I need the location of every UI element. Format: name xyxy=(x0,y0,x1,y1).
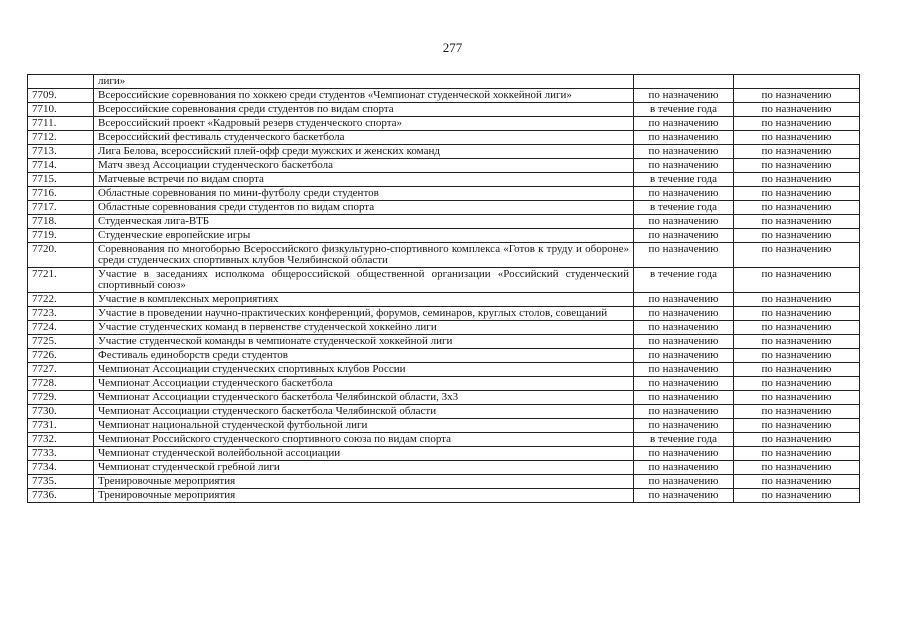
events-table xyxy=(27,74,860,503)
responsible-cell: по назначению xyxy=(734,173,860,187)
table-row xyxy=(28,405,860,419)
table-row xyxy=(28,187,860,201)
table-row xyxy=(28,363,860,377)
event-name-cell: лиги» xyxy=(94,75,634,89)
table-row xyxy=(28,117,860,131)
row-number-cell: 7717. xyxy=(28,201,94,215)
event-name-cell: Участие в заседаниях исполкома общероссийской общественной организации «Российский студенческий спортивный союз» xyxy=(94,268,634,293)
responsible-cell: по назначению xyxy=(734,293,860,307)
event-name-cell: Матчевые встречи по видам спорта xyxy=(94,173,634,187)
term-cell: в течение года xyxy=(634,201,734,215)
event-name-cell: Матч звезд Ассоциации студенческого баскетбола xyxy=(94,159,634,173)
responsible-cell: по назначению xyxy=(734,447,860,461)
row-number-cell: 7729. xyxy=(28,391,94,405)
table-row xyxy=(28,229,860,243)
term-cell: по назначению xyxy=(634,131,734,145)
row-number-cell: 7720. xyxy=(28,243,94,268)
event-name-cell: Всероссийский проект «Кадровый резерв студенческого спорта» xyxy=(94,117,634,131)
event-name-cell: Студенческая лига-ВТБ xyxy=(94,215,634,229)
event-name-cell: Чемпионат студенческой волейбольной ассоциации xyxy=(94,447,634,461)
table-row xyxy=(28,293,860,307)
term-cell: по назначению xyxy=(634,187,734,201)
row-number-cell: 7730. xyxy=(28,405,94,419)
table-row xyxy=(28,433,860,447)
event-name-cell: Участие студенческой команды в чемпионате студенческой хоккейной лиги xyxy=(94,335,634,349)
responsible-cell: по назначению xyxy=(734,229,860,243)
event-name-cell: Участие в комплексных мероприятиях xyxy=(94,293,634,307)
responsible-cell: по назначению xyxy=(734,187,860,201)
table-row xyxy=(28,173,860,187)
event-name-cell: Всероссийские соревнования среди студентов по видам спорта xyxy=(94,103,634,117)
term-cell: по назначению xyxy=(634,461,734,475)
table-row xyxy=(28,321,860,335)
event-name-cell: Чемпионат Ассоциации студенческого баскетбола Челябинской области, 3х3 xyxy=(94,391,634,405)
responsible-cell: по назначению xyxy=(734,349,860,363)
page-number: 277 xyxy=(442,40,463,55)
table-row xyxy=(28,268,860,293)
responsible-cell: по назначению xyxy=(734,391,860,405)
row-number-cell: 7732. xyxy=(28,433,94,447)
table-row xyxy=(28,145,860,159)
row-number-cell: 7723. xyxy=(28,307,94,321)
row-number-cell: 7713. xyxy=(28,145,94,159)
term-cell: по назначению xyxy=(634,229,734,243)
table-row xyxy=(28,131,860,145)
term-cell: по назначению xyxy=(634,145,734,159)
row-number-cell xyxy=(28,75,94,89)
event-name-cell: Областные соревнования среди студентов по видам спорта xyxy=(94,201,634,215)
responsible-cell: по назначению xyxy=(734,215,860,229)
responsible-cell: по назначению xyxy=(734,433,860,447)
responsible-cell: по назначению xyxy=(734,307,860,321)
event-name-cell: Всероссийский фестиваль студенческого баскетбола xyxy=(94,131,634,145)
event-name-cell: Всероссийские соревнования по хоккею среди студентов «Чемпионат студенческой хоккейной лиги» xyxy=(94,89,634,103)
responsible-cell: по назначению xyxy=(734,335,860,349)
table-row xyxy=(28,201,860,215)
row-number-cell: 7714. xyxy=(28,159,94,173)
event-name-cell: Чемпионат студенческой гребной лиги xyxy=(94,461,634,475)
row-number-cell: 7721. xyxy=(28,268,94,293)
responsible-cell xyxy=(734,75,860,89)
row-number-cell: 7735. xyxy=(28,475,94,489)
event-name-cell: Студенческие европейские игры xyxy=(94,229,634,243)
term-cell: по назначению xyxy=(634,377,734,391)
event-name-cell: Тренировочные мероприятия xyxy=(94,475,634,489)
responsible-cell: по назначению xyxy=(734,103,860,117)
responsible-cell: по назначению xyxy=(734,145,860,159)
term-cell: по назначению xyxy=(634,307,734,321)
responsible-cell: по назначению xyxy=(734,131,860,145)
term-cell: по назначению xyxy=(634,447,734,461)
event-name-cell: Участие в проведении научно-практических конференций, форумов, семинаров, круглых столов, совещаний xyxy=(94,307,634,321)
term-cell: по назначению xyxy=(634,243,734,268)
term-cell: по назначению xyxy=(634,489,734,503)
row-number-cell: 7716. xyxy=(28,187,94,201)
event-name-cell: Тренировочные мероприятия xyxy=(94,489,634,503)
responsible-cell: по назначению xyxy=(734,405,860,419)
responsible-cell: по назначению xyxy=(734,117,860,131)
table-row xyxy=(28,489,860,503)
row-number-cell: 7724. xyxy=(28,321,94,335)
responsible-cell: по назначению xyxy=(734,201,860,215)
term-cell: по назначению xyxy=(634,405,734,419)
table-row xyxy=(28,377,860,391)
row-number-cell: 7734. xyxy=(28,461,94,475)
row-number-cell: 7725. xyxy=(28,335,94,349)
row-number-cell: 7718. xyxy=(28,215,94,229)
responsible-cell: по назначению xyxy=(734,475,860,489)
term-cell: по назначению xyxy=(634,363,734,377)
events-table-body xyxy=(28,75,860,503)
row-number-cell: 7731. xyxy=(28,419,94,433)
term-cell: по назначению xyxy=(634,89,734,103)
term-cell: по назначению xyxy=(634,419,734,433)
term-cell: по назначению xyxy=(634,335,734,349)
event-name-cell: Областные соревнования по мини-футболу среди студентов xyxy=(94,187,634,201)
table-row xyxy=(28,447,860,461)
responsible-cell: по назначению xyxy=(734,377,860,391)
responsible-cell: по назначению xyxy=(734,268,860,293)
event-name-cell: Чемпионат Российского студенческого спортивного союза по видам спорта xyxy=(94,433,634,447)
term-cell xyxy=(634,75,734,89)
term-cell: по назначению xyxy=(634,475,734,489)
responsible-cell: по назначению xyxy=(734,159,860,173)
term-cell: по назначению xyxy=(634,349,734,363)
row-number-cell: 7726. xyxy=(28,349,94,363)
term-cell: по назначению xyxy=(634,117,734,131)
responsible-cell: по назначению xyxy=(734,321,860,335)
term-cell: по назначению xyxy=(634,321,734,335)
table-row xyxy=(28,215,860,229)
table-row xyxy=(28,307,860,321)
row-number-cell: 7711. xyxy=(28,117,94,131)
event-name-cell: Лига Белова, всероссийский плей-офф среди мужских и женских команд xyxy=(94,145,634,159)
term-cell: в течение года xyxy=(634,433,734,447)
responsible-cell: по назначению xyxy=(734,461,860,475)
row-number-cell: 7736. xyxy=(28,489,94,503)
table-row xyxy=(28,335,860,349)
table-row xyxy=(28,89,860,103)
row-number-cell: 7727. xyxy=(28,363,94,377)
term-cell: по назначению xyxy=(634,293,734,307)
responsible-cell: по назначению xyxy=(734,489,860,503)
event-name-cell: Чемпионат национальной студенческой футбольной лиги xyxy=(94,419,634,433)
table-row xyxy=(28,349,860,363)
term-cell: в течение года xyxy=(634,103,734,117)
term-cell: в течение года xyxy=(634,173,734,187)
responsible-cell: по назначению xyxy=(734,243,860,268)
row-number-cell: 7719. xyxy=(28,229,94,243)
table-row xyxy=(28,461,860,475)
event-name-cell: Чемпионат Ассоциации студенческого баскетбола Челябинской области xyxy=(94,405,634,419)
term-cell: по назначению xyxy=(634,215,734,229)
event-name-cell: Чемпионат Ассоциации студенческого баскетбола xyxy=(94,377,634,391)
event-name-cell: Соревнования по многоборью Всероссийского физкультурно-спортивного комплекса «Готов к труду и обороне» среди студенческих спортивных клубов Челябинской области xyxy=(94,243,634,268)
responsible-cell: по назначению xyxy=(734,89,860,103)
row-number-cell: 7710. xyxy=(28,103,94,117)
term-cell: в течение года xyxy=(634,268,734,293)
table-row xyxy=(28,391,860,405)
row-number-cell: 7715. xyxy=(28,173,94,187)
table-row-continuation xyxy=(28,75,860,89)
table-row xyxy=(28,475,860,489)
row-number-cell: 7722. xyxy=(28,293,94,307)
table-row xyxy=(28,103,860,117)
table-row xyxy=(28,159,860,173)
event-name-cell: Чемпионат Ассоциации студенческих спортивных клубов России xyxy=(94,363,634,377)
table-row xyxy=(28,419,860,433)
row-number-cell: 7709. xyxy=(28,89,94,103)
event-name-cell: Фестиваль единоборств среди студентов xyxy=(94,349,634,363)
term-cell: по назначению xyxy=(634,391,734,405)
responsible-cell: по назначению xyxy=(734,363,860,377)
table-row xyxy=(28,243,860,268)
term-cell: по назначению xyxy=(634,159,734,173)
row-number-cell: 7712. xyxy=(28,131,94,145)
row-number-cell: 7728. xyxy=(28,377,94,391)
event-name-cell: Участие студенческих команд в первенстве студенческой хоккейно лиги xyxy=(94,321,634,335)
responsible-cell: по назначению xyxy=(734,419,860,433)
row-number-cell: 7733. xyxy=(28,447,94,461)
